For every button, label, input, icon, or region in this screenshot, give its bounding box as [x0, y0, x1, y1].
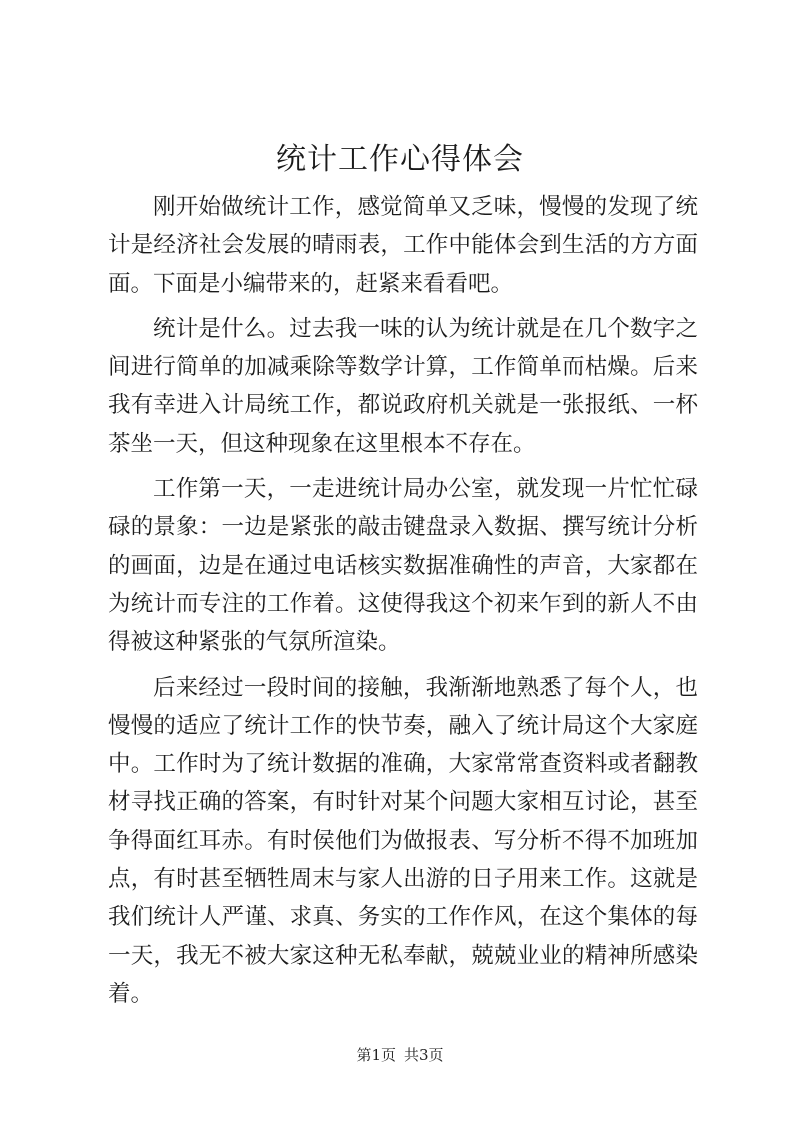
paragraph-1: 刚开始做统计工作，感觉简单又乏味，慢慢的发现了统计是经济社会发展的晴雨表，工作中能体会到生活的方方面面。下面是小编带来的，赶紧来看看吧。: [108, 194, 698, 297]
document-body: [108, 188, 698, 1020]
paragraph-4: 后来经过一段时间的接触，我渐渐地熟悉了每个人，也慢慢的适应了统计工作的快节奏，融入了统计局这个大家庭中。工作时为了统计数据的准确，大家常常查资料或者翻教材寻找正确的答案，有时针对某个问题大家相互讨论，甚至争得面红耳赤。有时侯他们为做报表、写分析不得不加班加点，有时甚至牺牲周末与家人出游的日子用来工作。这就是我们统计人严谨、求真、务实的工作作风，在这个集体的每一天，我无不被大家这种无私奉献，兢兢业业的精神所感染着。: [108, 674, 698, 1007]
paragraph-3: 工作第一天，一走进统计局办公室，就发现一片忙忙碌碌的景象：一边是紧张的敲击键盘录入数据、撰写统计分析的画面，边是在通过电话核实数据准确性的声音，大家都在为统计而专注的工作着。这使得我这个初来乍到的新人不由得被这种紧张的气氛所渲染。: [108, 476, 698, 656]
page-title: 统计工作心得体会: [276, 142, 524, 177]
page-number: 第1页: [356, 1046, 396, 1064]
page-count: 共3页: [404, 1046, 444, 1064]
paragraph-2: 统计是什么。过去我一味的认为统计就是在几个数字之间进行简单的加减乘除等数学计算，工作简单而枯燥。后来我有幸进入计局统工作，都说政府机关就是一张报纸、一杯茶坐一天，但这种现象在这里根本不存在。: [108, 315, 698, 457]
page-footer: [0, 1045, 800, 1065]
